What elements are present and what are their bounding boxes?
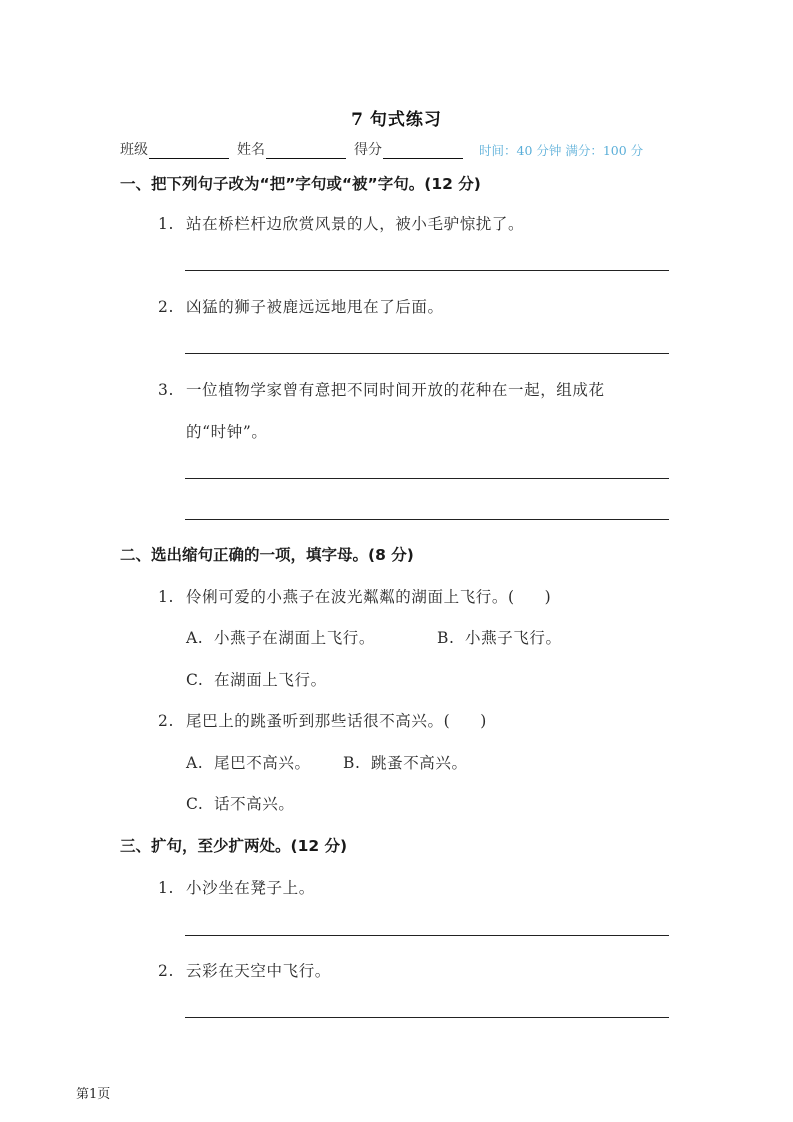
option-letter: C. <box>186 795 204 813</box>
name-input[interactable] <box>266 143 346 159</box>
s3-question-1 <box>158 876 315 898</box>
s1-q1-answer-line[interactable] <box>185 270 669 271</box>
page-title <box>0 105 793 130</box>
s2-q2-option-a <box>186 751 311 773</box>
option-text: 小燕子飞行。 <box>465 629 562 647</box>
title-number: 7 <box>351 110 364 130</box>
question-number: 2. <box>158 962 174 980</box>
option-text: 话不高兴。 <box>214 795 295 813</box>
s1-q3-answer-line-2[interactable] <box>185 519 669 520</box>
option-letter: B. <box>343 754 361 772</box>
s2-question-1 <box>158 585 551 607</box>
score-field <box>354 139 463 159</box>
option-letter: A. <box>186 754 204 772</box>
time-score-info: 时间：40 分钟 满分：100 分 <box>479 143 644 158</box>
name-label: 姓名 <box>237 142 265 158</box>
close-paren: ) <box>480 712 487 730</box>
close-paren: ) <box>544 588 552 606</box>
question-text: 云彩在天空中飞行。 <box>186 962 331 980</box>
score-input[interactable] <box>383 143 463 159</box>
name-field <box>237 139 346 159</box>
s2-q1-option-b <box>437 626 562 648</box>
question-text: 伶俐可爱的小燕子在波光粼粼的湖面上飞行。( <box>186 588 515 606</box>
question-number: 3. <box>158 381 174 399</box>
question-number: 1. <box>158 879 174 897</box>
s3-q1-answer-line[interactable] <box>185 935 669 936</box>
title-text: 句式练习 <box>369 110 442 130</box>
s1-q2-answer-line[interactable] <box>185 353 669 354</box>
option-letter: A. <box>186 629 204 647</box>
option-letter: C. <box>186 671 204 689</box>
s1-question-3 <box>158 378 605 400</box>
class-label: 班级 <box>120 142 148 158</box>
s2-q2-option-c <box>186 792 295 814</box>
question-text: 一位植物学家曾有意把不同时间开放的花种在一起，组成花 <box>186 381 605 399</box>
s2-question-2 <box>158 709 487 731</box>
class-field <box>120 139 229 159</box>
s1-q3-answer-line-1[interactable] <box>185 478 669 479</box>
s2-q2-option-b <box>343 751 468 773</box>
score-label: 得分 <box>354 142 382 158</box>
s2-q1-option-c <box>186 668 327 690</box>
section-3-heading: 三、扩句，至少扩两处。(12 分) <box>120 837 348 855</box>
question-text: 站在桥栏杆边欣赏风景的人，被小毛驴惊扰了。 <box>186 215 525 233</box>
option-text: 尾巴不高兴。 <box>214 754 311 772</box>
page-number: 第1页 <box>76 1087 111 1102</box>
s3-q2-answer-line[interactable] <box>185 1017 669 1018</box>
s2-q1-option-a <box>186 626 375 648</box>
class-input[interactable] <box>149 143 229 159</box>
question-number: 2. <box>158 298 174 316</box>
s3-question-2 <box>158 959 331 981</box>
section-2-heading: 二、选出缩句正确的一项，填字母。(8 分) <box>120 546 414 564</box>
option-text: 跳蚤不高兴。 <box>371 754 468 772</box>
s1-question-1 <box>158 212 524 234</box>
option-text: 小燕子在湖面上飞行。 <box>214 629 376 647</box>
option-text: 在湖面上飞行。 <box>214 671 327 689</box>
question-text: 小沙坐在凳子上。 <box>186 879 315 897</box>
s1-question-2 <box>158 295 444 317</box>
option-letter: B. <box>437 629 455 647</box>
student-info-row <box>120 139 643 159</box>
question-text: 尾巴上的跳蚤听到那些话很不高兴。( <box>186 712 451 730</box>
question-number: 1. <box>158 215 174 233</box>
question-text: 凶猛的狮子被鹿远远地甩在了后面。 <box>186 298 444 316</box>
section-1-heading: 一、把下列句子改为“把”字句或“被”字句。(12 分) <box>120 175 481 193</box>
s1-q3-continuation: 的“时钟”。 <box>186 423 268 441</box>
question-number: 2. <box>158 712 174 730</box>
question-number: 1. <box>158 588 174 606</box>
